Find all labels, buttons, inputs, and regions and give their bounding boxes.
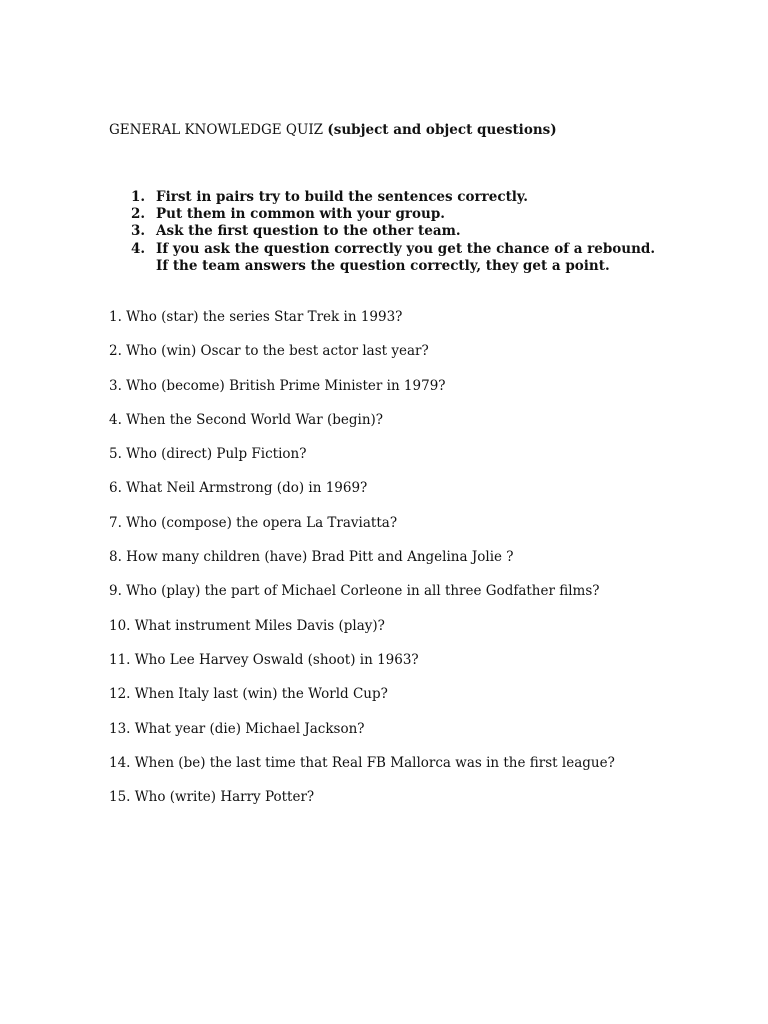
instruction-item (131, 241, 671, 275)
instructions-list (131, 189, 671, 275)
question-item: 6. What Neil Armstrong (do) in 1969? (109, 480, 368, 497)
question-item: 7. Who (compose) the opera La Traviatta? (109, 514, 398, 531)
question-item: 13. What year (die) Michael Jackson? (109, 720, 365, 737)
question-item: 1. Who (star) the series Star Trek in 1993? (109, 309, 403, 325)
instruction-text: Ask the first question to the other team. (156, 223, 461, 240)
instruction-number: 2. (131, 206, 146, 223)
question-item: 10. What instrument Miles Davis (play)? (109, 617, 385, 634)
question-item: 5. Who (direct) Pulp Fiction? (109, 446, 307, 463)
title-subtitle: (subject and object questions) (327, 122, 557, 138)
instruction-number: 3. (131, 223, 146, 240)
question-item: 4. When the Second World War (begin)? (109, 411, 384, 428)
question-item: 11. Who Lee Harvey Oswald (shoot) in 1963? (109, 651, 419, 668)
instruction-text: Put them in common with your group. (156, 206, 445, 223)
instruction-item (131, 223, 671, 240)
question-item: 2. Who (win) Oscar to the best actor last year? (109, 343, 429, 360)
question-item: 14. When (be) the last time that Real FB Mallorca was in the first league? (109, 754, 615, 771)
instruction-item (131, 189, 671, 206)
instruction-text: First in pairs try to build the sentences correctly. (156, 189, 528, 205)
question-item: 9. Who (play) the part of Michael Corleone in all three Godfather films? (109, 583, 600, 600)
instruction-text: If you ask the question correctly you get the chance of a rebound. If the team answers the question correctly, they get a point. (156, 240, 656, 274)
question-item: 3. Who (become) British Prime Minister in 1979? (109, 377, 446, 394)
instruction-item (131, 206, 671, 223)
question-item: 8. How many children (have) Brad Pitt and Angelina Jolie ? (109, 549, 514, 566)
title-main: GENERAL KNOWLEDGE QUIZ (109, 122, 324, 138)
document-title (109, 121, 557, 139)
questions-list (109, 308, 709, 822)
instruction-number: 4. (131, 240, 146, 257)
question-item: 12. When Italy last (win) the World Cup? (109, 686, 388, 703)
question-item: 15. Who (write) Harry Potter? (109, 789, 315, 806)
instruction-number: 1. (131, 189, 146, 205)
